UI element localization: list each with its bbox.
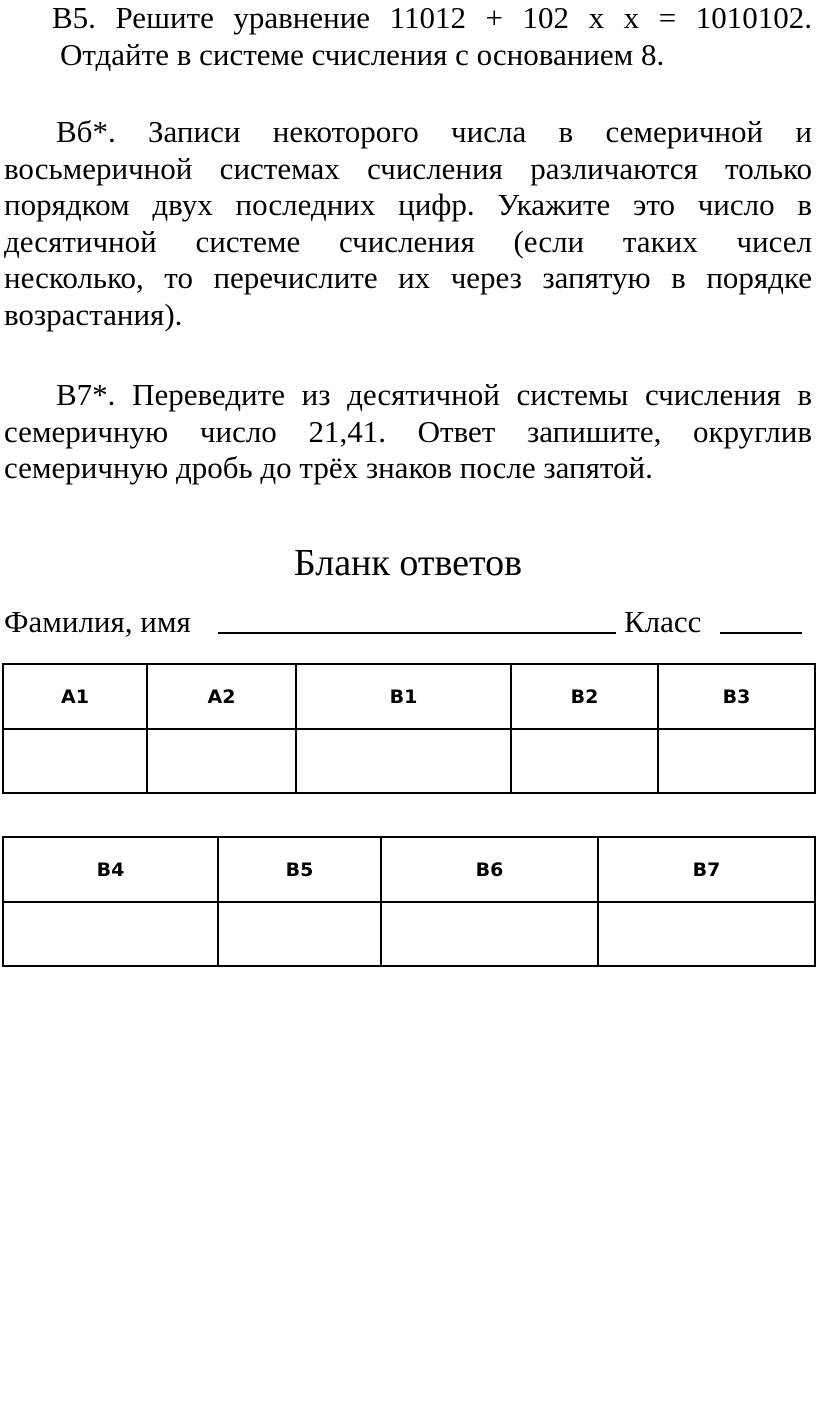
answer-form-title: Бланк ответов [293,542,523,584]
task-b6-line: Вб*. Записи некоторого числа в семеричной и [56,114,812,149]
task-b6-line: восьмеричной системах счисления различаются только [4,150,812,186]
answer-table-b [2,836,816,967]
answer-cell-b4[interactable] [3,902,218,966]
task-b6 [4,114,812,333]
answer-header-b5: B5 [218,837,381,902]
answer-header-b7: B7 [598,837,815,902]
task-b7-line: B7*. Переведите из десятичной системы счисления в [56,377,812,412]
task-b7-line: семеричную число 21,41. Ответ запишите, округлив [4,413,812,449]
answer-cell-b7[interactable] [598,902,815,966]
answer-cell-a2[interactable] [147,729,296,793]
answer-cell-b5[interactable] [218,902,381,966]
task-b7 [4,377,812,487]
name-label: Фамилия, имя [4,604,191,639]
class-label: Класс [624,604,702,639]
answer-table-header-row [3,664,815,729]
answer-header-b6: B6 [381,837,598,902]
answer-header-b1: B1 [296,664,511,729]
answer-table-a [2,663,816,794]
class-input-line[interactable] [720,632,802,634]
name-input-line[interactable] [218,632,616,634]
answer-table-input-row [3,902,815,966]
answer-cell-a1[interactable] [3,729,147,793]
task-b6-line: несколько, то перечислите их через запятую в порядке [4,260,812,295]
answer-cell-b3[interactable] [658,729,815,793]
task-b7-line: семеричную дробь до трёх знаков после запятой. [4,450,653,485]
task-b5-line: B5. Решите уравнение 11012 + 102 x x = 1010102. [52,0,812,35]
answer-cell-b1[interactable] [296,729,511,793]
answer-header-a2: A2 [147,664,296,729]
answer-cell-b6[interactable] [381,902,598,966]
task-b5-line: Отдайте в системе счисления с основанием 8. [60,36,665,72]
answer-table-input-row [3,729,815,793]
task-b6-line: возрастания). [4,296,183,332]
answer-header-b3: B3 [658,664,815,729]
answer-cell-b2[interactable] [511,729,658,793]
name-class-row [4,604,812,640]
task-b6-line: порядком двух последних цифр. Укажите это число в [4,187,812,222]
answer-table-header-row [3,837,815,902]
task-b5 [4,0,812,73]
answer-header-a1: A1 [3,664,147,729]
answer-header-b2: B2 [511,664,658,729]
answer-header-b4: B4 [3,837,218,902]
task-b6-line: десятичной системе счисления (если таких чисел [4,223,812,259]
